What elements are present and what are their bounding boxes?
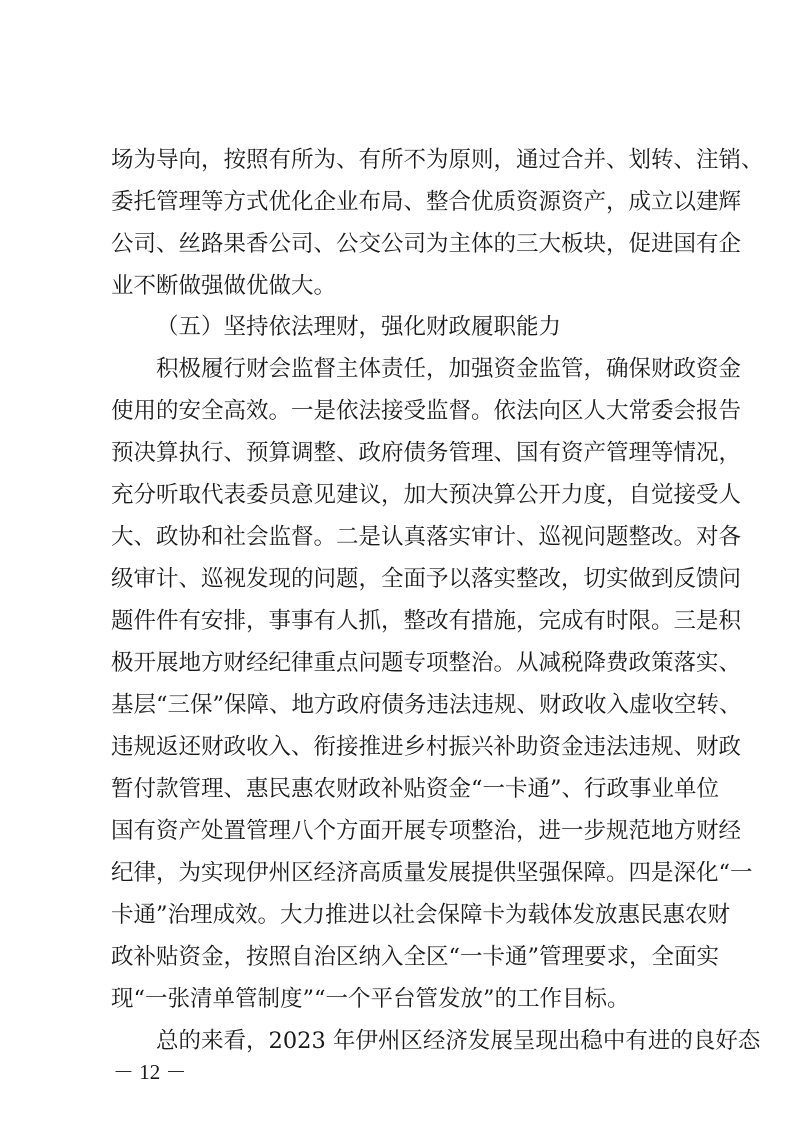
paragraph-2-line-13: 纪律，为实现伊州区经济高质量发展提供坚强保障。四是深化“一 (111, 860, 753, 886)
paragraph-2-line-16: 现“一张清单管制度”“一个平台管发放”的工作目标。 (111, 986, 630, 1012)
paragraph-1-line-4: 业不断做强做优做大。 (111, 273, 337, 299)
paragraph-2-line-11: 暂付款管理、惠民惠农财政补贴资金“一卡通”、行政事业单位 (111, 776, 720, 802)
paragraph-1-line-3: 公司、丝路果香公司、公交公司为主体的三大板块，促进国有企 (111, 231, 742, 257)
paragraph-2-line-8: 极开展地方财经纪律重点问题专项整治。从减税降费政策落实、 (111, 650, 742, 676)
paragraph-2-line-14: 卡通”治理成效。大力推进以社会保障卡为载体发放惠民惠农财 (111, 902, 731, 928)
paragraph-2-line-7: 题件件有安排，事事有人抓，整改有措施，完成有时限。三是积 (111, 608, 742, 634)
paragraph-3-line-1: 总的来看，2023 年伊州区经济发展呈现出稳中有进的良好态 (156, 1028, 761, 1054)
paragraph-2-line-1: 积极履行财会监督主体责任，加强资金监管，确保财政资金 (156, 356, 742, 382)
paragraph-2-line-12: 国有资产处置管理八个方面开展专项整治，进一步规范地方财经 (111, 818, 742, 844)
paragraph-1-line-2: 委托管理等方式优化企业布局、整合优质资源资产，成立以建辉 (111, 189, 742, 215)
paragraph-2-line-2: 使用的安全高效。一是依法接受监督。依法向区人大常委会报告 (111, 398, 742, 424)
paragraph-2-line-9: 基层“三保”保障、地方政府债务违法违规、财政收入虚收空转、 (111, 692, 742, 718)
section-heading: （五）坚持依法理财，强化财政履职能力 (156, 314, 562, 340)
paragraph-2-line-5: 大、政协和社会监督。二是认真落实审计、巡视问题整改。对各 (111, 524, 742, 550)
paragraph-2-line-10: 违规返还财政收入、衔接推进乡村振兴补助资金违法违规、财政 (111, 734, 742, 760)
paragraph-2-line-6: 级审计、巡视发现的问题，全面予以落实整改，切实做到反馈问 (111, 566, 742, 592)
paragraph-2-line-15: 政补贴资金，按照自治区纳入全区“一卡通”管理要求，全面实 (111, 944, 720, 970)
paragraph-1-line-1: 场为导向，按照有所为、有所不为原则，通过合并、划转、注销、 (111, 147, 764, 173)
page-number: － 12 － (113, 1060, 187, 1084)
paragraph-2-line-3: 预决算执行、预算调整、政府债务管理、国有资产管理等情况， (111, 440, 742, 466)
paragraph-2-line-4: 充分听取代表委员意见建议，加大预决算公开力度，自觉接受人 (111, 482, 742, 508)
